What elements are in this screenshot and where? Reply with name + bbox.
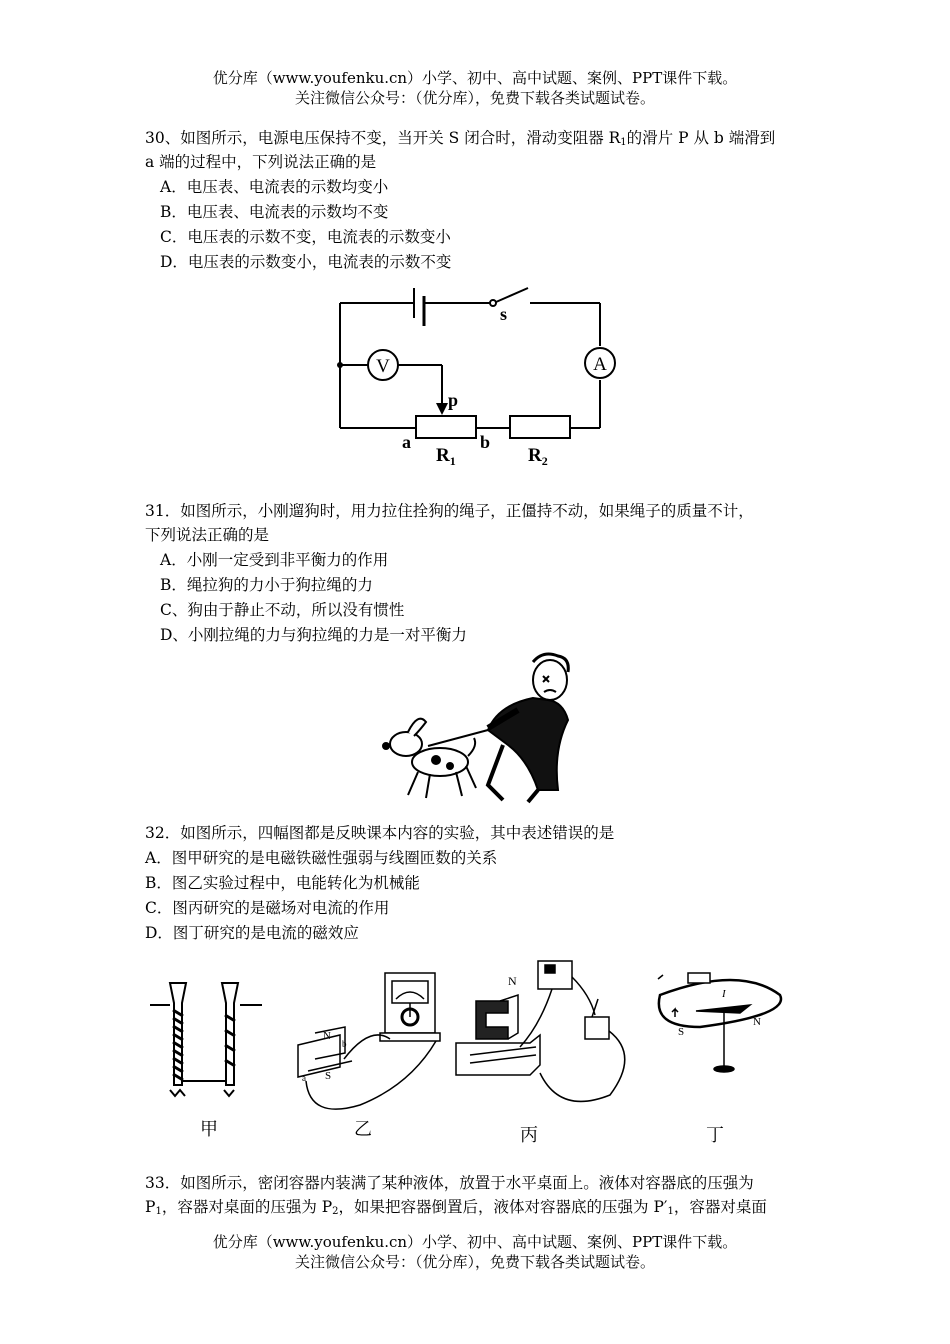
- yi-label-n: N: [323, 1030, 331, 1042]
- ammeter: [585, 348, 615, 378]
- figure-ding-oersted: [658, 973, 781, 1072]
- header-line-1: 优分库（www.youfenku.cn）小学、初中、高中试题、案例、PPT课件下载。: [212, 69, 738, 87]
- q32-option-c: C．图丙研究的是磁场对电流的作用: [145, 899, 390, 917]
- yi-label-b: b: [342, 1039, 347, 1049]
- bing-label-n: N: [508, 974, 517, 988]
- q32-option-d: D．图丁研究的是电流的磁效应: [145, 924, 359, 942]
- junction-dot: [337, 362, 343, 368]
- footer-line-2: 关注微信公众号：（优分库），免费下载各类试题试卷。: [294, 1253, 655, 1271]
- q33-stem-line-2: $P_1$，容器对桌面的压强为 $P_2$，如果把容器倒置后，液体对容器底的压强为 $P'_1$，容器对桌面: [145, 1198, 767, 1217]
- end-a-label: a: [402, 432, 411, 452]
- yi-label-a: a: [302, 1073, 306, 1083]
- svg-text:A: A: [593, 354, 607, 375]
- q31-option-b: B．绳拉狗的力小于狗拉绳的力: [160, 576, 373, 594]
- figure-bing-magnet-rails: [456, 961, 625, 1101]
- q30-stem-line-2: a 端的过程中，下列说法正确的是: [145, 153, 377, 171]
- q32-option-a: A．图甲研究的是电磁铁磁性强弱与线圈匝数的关系: [145, 849, 498, 867]
- q30-circuit-diagram: [330, 280, 620, 470]
- ding-label-s: S: [678, 1026, 685, 1038]
- slider-label: p: [448, 390, 459, 410]
- footer-line-1: 优分库（www.youfenku.cn）小学、初中、高中试题、案例、PPT课件下载。: [212, 1233, 738, 1251]
- q31-option-c: C、狗由于静止不动，所以没有惯性: [160, 601, 405, 619]
- q31-option-a: A．小刚一定受到非平衡力的作用: [160, 551, 389, 569]
- q30-option-c: C．电压表的示数不变，电流表的示数变小: [160, 228, 451, 246]
- ding-label-i: I: [722, 988, 726, 1000]
- figure-label-yi: 乙: [354, 1119, 372, 1139]
- q32-stem: 32．如图所示，四幅图都是反映课本内容的实验，其中表述错误的是: [145, 824, 615, 842]
- q32-option-b: B．图乙实验过程中，电能转化为机械能: [145, 874, 420, 892]
- q30-option-b: B．电压表、电流表的示数均不变: [160, 203, 389, 221]
- q31-option-d: D、小刚拉绳的力与狗拉绳的力是一对平衡力: [160, 626, 467, 644]
- q30-stem-line-1: 30、如图所示，电源电压保持不变，当开关 S 闭合时，滑动变阻器 $R_1$的滑片 P 从 b 端滑到: [145, 129, 776, 148]
- header-line-2: 关注微信公众号：（优分库），免费下载各类试题试卷。: [294, 89, 655, 107]
- svg-text:V: V: [376, 356, 390, 377]
- yi-label-s: S: [325, 1070, 332, 1082]
- figure-label-jia: 甲: [200, 1119, 218, 1139]
- switch-label: s: [500, 304, 508, 324]
- q30-option-a: A．电压表、电流表的示数均变小: [160, 178, 389, 196]
- voltmeter: [368, 350, 398, 380]
- r2-label: $R_2$: [528, 445, 548, 468]
- q33-stem-line-1: 33．如图所示，密闭容器内装满了某种液体，放置于水平桌面上。液体对容器底的压强为: [145, 1174, 754, 1192]
- figure-yi-galvanometer: [298, 973, 440, 1109]
- q32-figures: [140, 955, 800, 1155]
- r1-label: $R_1$: [436, 445, 456, 468]
- slider-arrow: [436, 403, 448, 415]
- end-b-label: b: [480, 432, 491, 452]
- q30-option-d: D．电压表的示数变小，电流表的示数不变: [160, 253, 452, 271]
- figure-jia-electromagnets: [150, 983, 262, 1096]
- q31-stem-line-1: 31．如图所示，小刚遛狗时，用力拉住拴狗的绳子，正僵持不动，如果绳子的质量不计，: [145, 502, 754, 520]
- q31-stem-line-2: 下列说法正确的是: [145, 526, 270, 544]
- figure-label-ding: 丁: [706, 1125, 724, 1145]
- ding-label-n: N: [753, 1016, 761, 1028]
- figure-label-bing: 丙: [520, 1125, 538, 1145]
- q31-boy-dog-illustration: [378, 650, 578, 805]
